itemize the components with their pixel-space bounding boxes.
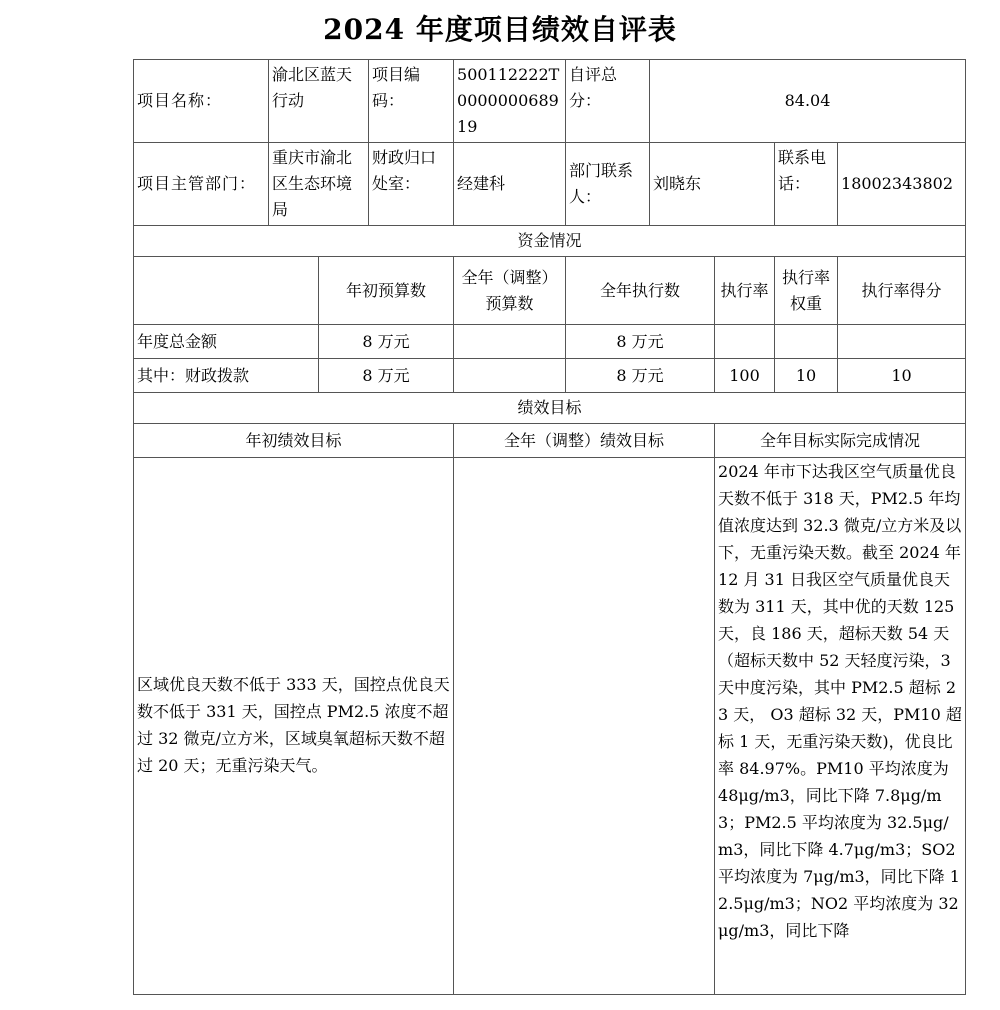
funding-cell: 10 bbox=[775, 359, 838, 393]
finance-office-label: 财政归口处室： bbox=[369, 143, 454, 226]
funding-cell bbox=[454, 359, 566, 393]
funding-cell: 8 万元 bbox=[566, 359, 715, 393]
performance-header-actual: 全年目标实际完成情况 bbox=[715, 424, 966, 458]
funding-cell bbox=[715, 325, 775, 359]
funding-header-executed: 全年执行数 bbox=[566, 257, 715, 325]
funding-row-label: 其中：财政拨款 bbox=[134, 359, 319, 393]
contact-value: 刘晓东 bbox=[650, 143, 775, 226]
project-name-value: 渝北区蓝天行动 bbox=[269, 60, 369, 143]
performance-header-row bbox=[134, 424, 966, 458]
page-title: 2024 年度项目绩效自评表 bbox=[323, 13, 677, 46]
funding-section-title: 资金情况 bbox=[134, 226, 966, 257]
funding-cell bbox=[775, 325, 838, 359]
funding-cell: 10 bbox=[838, 359, 966, 393]
performance-section-title: 绩效目标 bbox=[134, 393, 966, 424]
phone-label: 联系电话： bbox=[775, 143, 838, 226]
project-code-value: 500112222T000000068919 bbox=[454, 60, 566, 143]
adjusted-goal-text bbox=[454, 458, 715, 995]
funding-row-label: 年度总金额 bbox=[134, 325, 319, 359]
initial-goal-text: 区域优良天数不低于 333 天，国控点优良天数不低于 331 天，国控点 PM2.5 浓度不超过 32 微克/立方米，区域臭氧超标天数不超过 20 天；无重污染天气。 bbox=[134, 458, 454, 995]
funding-cell: 8 万元 bbox=[319, 325, 454, 359]
phone-value: 18002343802 bbox=[838, 143, 966, 226]
funding-cell: 8 万元 bbox=[566, 325, 715, 359]
funding-section-row bbox=[134, 226, 966, 257]
finance-office-value: 经建科 bbox=[454, 143, 566, 226]
contact-label: 部门联系人： bbox=[566, 143, 650, 226]
funding-cell bbox=[454, 325, 566, 359]
dept-label: 项目主管部门： bbox=[134, 143, 269, 226]
funding-header-initial-budget: 年初预算数 bbox=[319, 257, 454, 325]
info-row-1 bbox=[134, 60, 966, 143]
funding-row bbox=[134, 325, 966, 359]
funding-cell: 100 bbox=[715, 359, 775, 393]
funding-row bbox=[134, 359, 966, 393]
funding-header-rate-score: 执行率得分 bbox=[838, 257, 966, 325]
funding-header-blank bbox=[134, 257, 319, 325]
performance-content-row bbox=[134, 458, 966, 995]
funding-header-row bbox=[134, 257, 966, 325]
performance-header-adjusted: 全年（调整）绩效目标 bbox=[454, 424, 715, 458]
actual-completion-text: 2024 年市下达我区空气质量优良天数不低于 318 天，PM2.5 年均值浓度达到 32.3 微克/立方米及以下，无重污染天数。截至 2024 年 12 月 31 日我区空气质量优良天数为 311 天，其中优的天数 125 天，良 186 天，超标天数 54 天（超标天数中 52 天轻度污染，3 天中度污染，其中 PM2.5 超标 23 天， O3 超标 32 天，PM10 超标 1 天，无重污染天数)，优良比率 84.97%。PM10 平均浓度为 48μg/m3，同比下降 7.8μg/m3；PM2.5 平均浓度为 32.5μg/m3，同比下降 4.7μg/m3；SO2 平均浓度为 7μg/m3，同比下降 12.5μg/m3；NO2 平均浓度为 32μg/m3，同比下降 bbox=[715, 458, 966, 995]
self-score-label: 自评总分： bbox=[566, 60, 650, 143]
funding-header-adjusted-budget: 全年（调整）预算数 bbox=[454, 257, 566, 325]
funding-header-rate-weight: 执行率权重 bbox=[775, 257, 838, 325]
evaluation-table bbox=[133, 59, 966, 995]
self-score-value: 84.04 bbox=[650, 60, 966, 143]
funding-cell: 8 万元 bbox=[319, 359, 454, 393]
performance-section-row bbox=[134, 393, 966, 424]
project-name-label: 项目名称： bbox=[134, 60, 269, 143]
dept-value: 重庆市渝北区生态环境局 bbox=[269, 143, 369, 226]
funding-cell bbox=[838, 325, 966, 359]
info-row-2 bbox=[134, 143, 966, 226]
performance-header-initial: 年初绩效目标 bbox=[134, 424, 454, 458]
project-code-label: 项目编码： bbox=[369, 60, 454, 143]
funding-header-exec-rate: 执行率 bbox=[715, 257, 775, 325]
